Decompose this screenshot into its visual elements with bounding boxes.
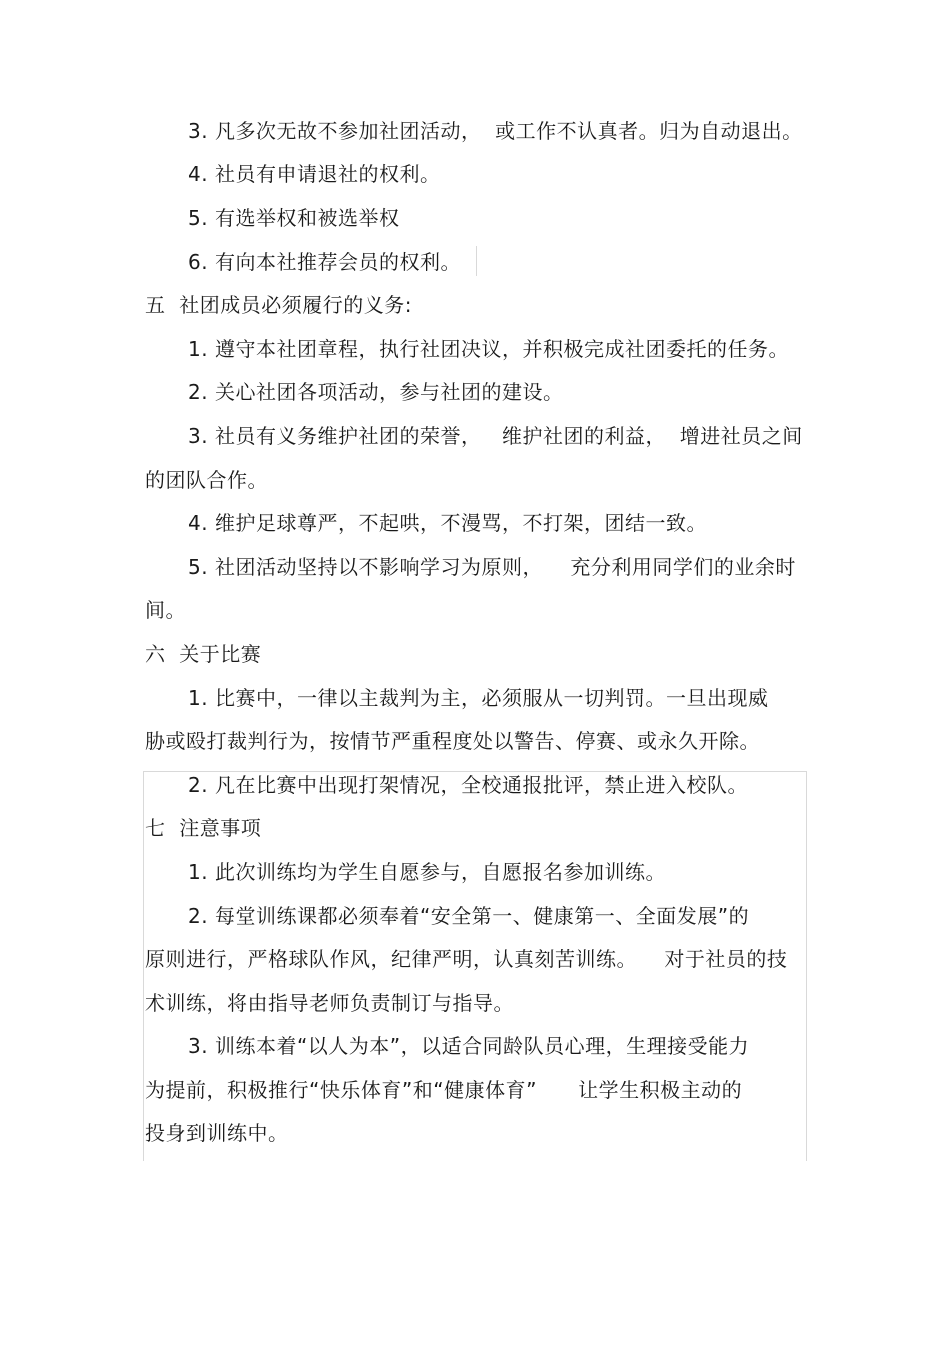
rights-item-3: 3. 凡多次无故不参加社团活动， 或工作不认真者。归为自动退出。 [188, 119, 803, 143]
section-6-item-1-line-2: 胁或殴打裁判行为，按情节严重程度处以警告、停赛、或永久开除。 [145, 729, 760, 753]
section-7-item-3-line-3: 投身到训练中。 [145, 1121, 289, 1145]
section-7-item-1: 1. 此次训练均为学生自愿参与，自愿报名参加训练。 [188, 860, 666, 884]
section-5-item-4: 4. 维护足球尊严，不起哄，不漫骂，不打架，团结一致。 [188, 511, 707, 535]
section-5-item-3-line-1: 3. 社员有义务维护社团的荣誉， 维护社团的利益， 增进社员之间 [188, 424, 803, 448]
section-7-item-2-line-1: 2. 每堂训练课都必须奉着“安全第一、健康第一、全面发展”的 [188, 904, 750, 928]
section-6-item-1-line-1: 1. 比赛中，一律以主裁判为主，必须服从一切判罚。一旦出现威 [188, 686, 769, 710]
rights-item-4: 4. 社员有申请退社的权利。 [188, 162, 441, 186]
frame-line-right [806, 771, 807, 1161]
section-6-heading: 六 关于比赛 [145, 642, 262, 666]
section-5-item-5-line-2: 间。 [145, 598, 186, 622]
section-7-heading: 七 注意事项 [145, 816, 262, 840]
frame-line-left [143, 771, 144, 1161]
section-5-heading: 五 社团成员必须履行的义务: [145, 293, 412, 317]
section-7-item-2-line-3: 术训练，将由指导老师负责制订与指导。 [145, 991, 514, 1015]
section-7-item-3-line-2: 为提前，积极推行“快乐体育”和“健康体育” 让学生积极主动的 [145, 1078, 743, 1102]
frame-line-short-vertical [476, 246, 477, 276]
section-5-item-2: 2. 关心社团各项活动，参与社团的建设。 [188, 380, 564, 404]
section-6-item-2: 2. 凡在比赛中出现打架情况，全校通报批评，禁止进入校队。 [188, 773, 748, 797]
section-5-item-3-line-2: 的团队合作。 [145, 468, 268, 492]
rights-item-5: 5. 有选举权和被选举权 [188, 206, 400, 230]
rights-item-6: 6. 有向本社推荐会员的权利。 [188, 250, 461, 274]
section-5-item-1: 1. 遵守本社团章程，执行社团决议，并积极完成社团委托的任务。 [188, 337, 789, 361]
section-7-item-3-line-1: 3. 训练本着“以人为本”，以适合同龄队员心理，生理接受能力 [188, 1034, 750, 1058]
section-7-item-2-line-2: 原则进行，严格球队作风，纪律严明，认真刻苦训练。 对于社员的技 [145, 947, 788, 971]
section-5-item-5-line-1: 5. 社团活动坚持以不影响学习为原则， 充分利用同学们的业余时 [188, 555, 796, 579]
